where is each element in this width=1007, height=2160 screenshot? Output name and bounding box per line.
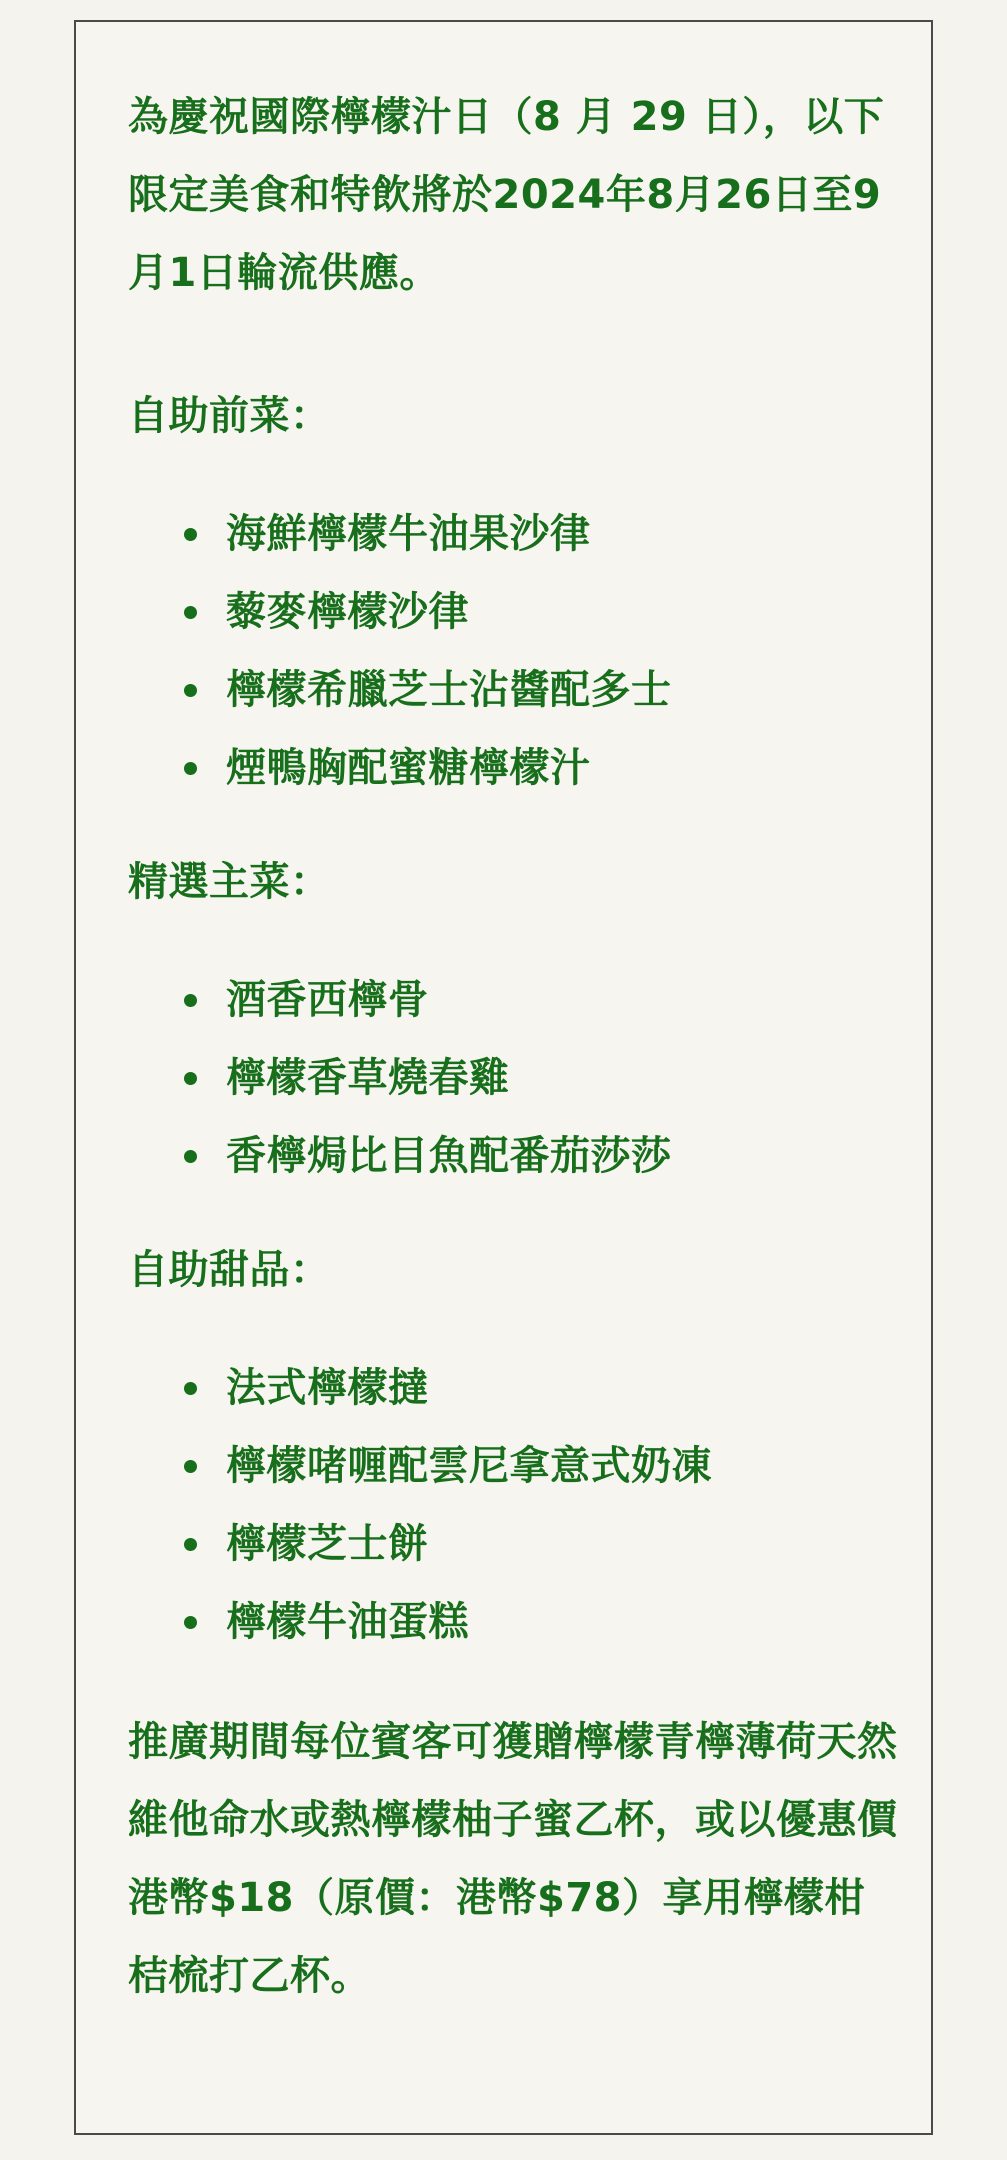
list-item-label: 檸檬香草燒春雞 bbox=[226, 1055, 510, 1101]
bullet-icon bbox=[184, 606, 197, 619]
section-title-desserts: 自助甜品： bbox=[128, 1247, 331, 1293]
bullet-icon bbox=[184, 994, 197, 1007]
list-item-label: 海鮮檸檬牛油果沙律 bbox=[226, 511, 591, 557]
bullet-icon bbox=[184, 1072, 197, 1085]
promo-content bbox=[128, 22, 898, 2015]
list-item-label: 煙鴨胸配蜜糖檸檬汁 bbox=[226, 745, 591, 791]
mains-list bbox=[128, 961, 898, 1195]
list-item-label: 香檸焗比目魚配番茄莎莎 bbox=[226, 1133, 672, 1179]
outro-paragraph: 推廣期間每位賓客可獲贈檸檬青檸薄荷天然維他命水或熱檸檬柚子蜜乙杯，或以優惠價港幣$18（原價：港幣$78）享用檸檬柑桔梳打乙杯。 bbox=[128, 1719, 898, 1999]
bullet-icon bbox=[184, 528, 197, 541]
bullet-icon bbox=[184, 762, 197, 775]
list-item bbox=[184, 1505, 898, 1583]
desserts-list bbox=[128, 1349, 898, 1661]
bullet-icon bbox=[184, 1150, 197, 1163]
list-item bbox=[184, 961, 898, 1039]
appetizers-list bbox=[128, 495, 898, 807]
list-item bbox=[184, 573, 898, 651]
promo-card bbox=[74, 20, 933, 2135]
list-item bbox=[184, 1583, 898, 1661]
list-item bbox=[184, 1349, 898, 1427]
list-item-label: 酒香西檸骨 bbox=[226, 977, 429, 1023]
list-item-label: 檸檬芝士餅 bbox=[226, 1521, 429, 1567]
section-title-appetizers: 自助前菜： bbox=[128, 393, 331, 439]
list-item bbox=[184, 651, 898, 729]
list-item bbox=[184, 1039, 898, 1117]
list-item-label: 藜麥檸檬沙律 bbox=[226, 589, 469, 635]
list-item bbox=[184, 729, 898, 807]
bullet-icon bbox=[184, 1382, 197, 1395]
bullet-icon bbox=[184, 684, 197, 697]
list-item bbox=[184, 1427, 898, 1505]
bullet-icon bbox=[184, 1460, 197, 1473]
bullet-icon bbox=[184, 1538, 197, 1551]
list-item-label: 檸檬牛油蛋糕 bbox=[226, 1599, 469, 1645]
list-item bbox=[184, 1117, 898, 1195]
list-item-label: 檸檬希臘芝士沾醬配多士 bbox=[226, 667, 672, 713]
bullet-icon bbox=[184, 1616, 197, 1629]
list-item-label: 法式檸檬撻 bbox=[226, 1365, 429, 1411]
list-item-label: 檸檬啫喱配雲尼拿意式奶凍 bbox=[226, 1443, 712, 1489]
intro-paragraph: 為慶祝國際檸檬汁日（8 月 29 日），以下限定美食和特飲將於2024年8月26日至9月1日輪流供應。 bbox=[128, 94, 885, 296]
list-item bbox=[184, 495, 898, 573]
section-title-mains: 精選主菜： bbox=[128, 859, 331, 905]
